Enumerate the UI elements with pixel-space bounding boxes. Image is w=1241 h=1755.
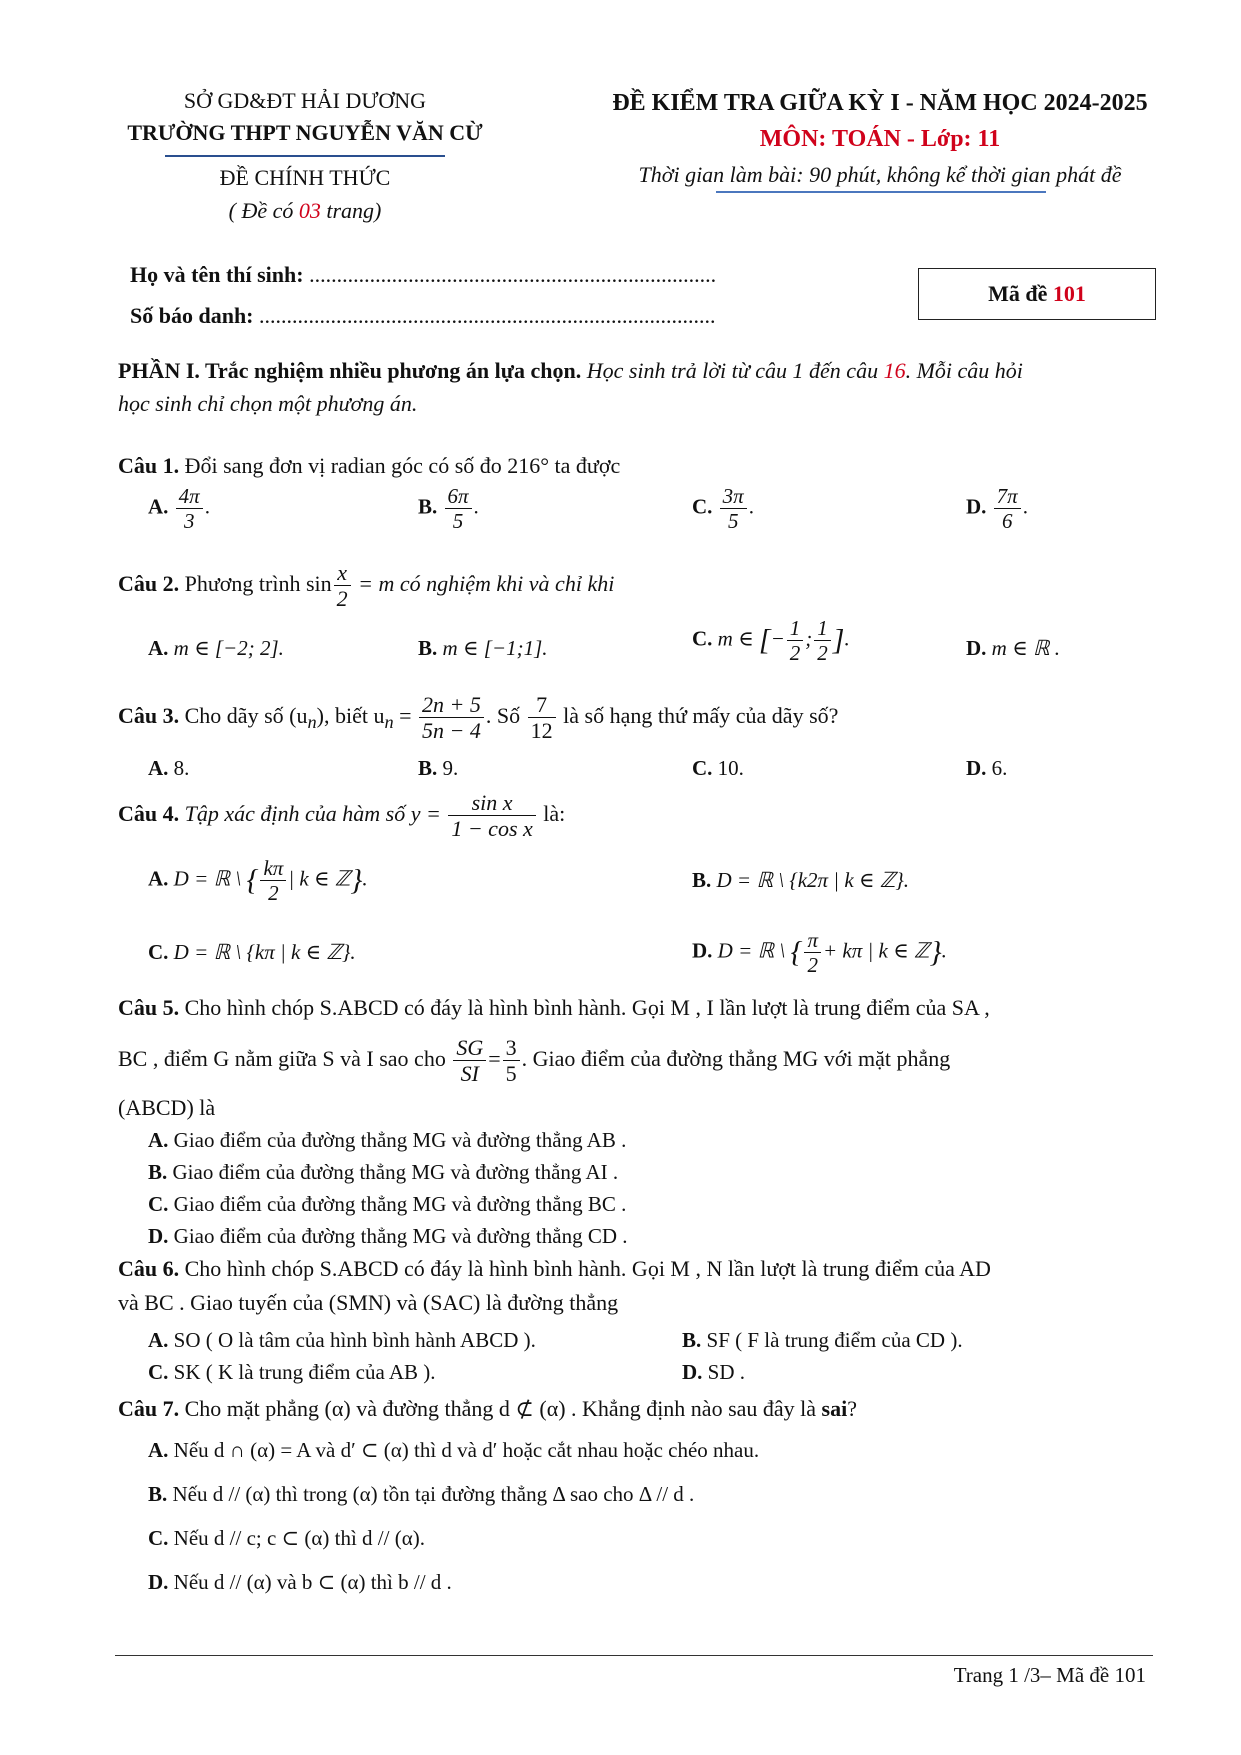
q4-option-c[interactable]: C. D = ℝ \ {kπ | k ∈ ℤ}. xyxy=(148,940,356,964)
q6-option-c[interactable]: C. SK ( K là trung điểm của AB ). xyxy=(148,1360,436,1384)
footer-divider xyxy=(115,1655,1153,1656)
time-note: Thời gian làm bài: 90 phút, không kể thời gian phát đề xyxy=(638,162,1122,187)
question-7-text: Câu 7. Cho mặt phẳng (α) và đường thẳng d ⊄ (α) . Khẳng định nào sau đây là sai? xyxy=(118,1396,857,1421)
q7-option-b[interactable]: B. Nếu d // (α) thì trong (α) tồn tại đường thẳng Δ sao cho Δ // d . xyxy=(148,1482,695,1506)
q3-option-d[interactable]: D. 6. xyxy=(966,756,1008,780)
question-5-line3: (ABCD) là xyxy=(118,1095,216,1120)
question-2-text: Câu 2. Phương trình sin $\frac{x}{2}$ = m có nghiệm khi và chỉ khi xyxy=(118,560,615,612)
q5-option-a[interactable]: A. Giao điểm của đường thẳng MG và đường thẳng AB . xyxy=(148,1128,627,1152)
page-footer: Trang 1 /3– Mã đề 101 xyxy=(953,1663,1146,1687)
q5-option-d[interactable]: D. Giao điểm của đường thẳng MG và đường thẳng CD . xyxy=(148,1224,628,1248)
q4-option-b[interactable]: B. D = ℝ \ {k2π | k ∈ ℤ}. xyxy=(692,868,909,892)
q2-option-b[interactable]: B. m ∈ [−1;1]. xyxy=(418,636,548,660)
subject-line: MÔN: TOÁN - Lớp: 11 xyxy=(759,126,1001,152)
pages-note: ( Đề có 03 trang) xyxy=(228,198,382,223)
department-name: SỞ GD&ĐT HẢI DƯƠNG xyxy=(183,88,427,113)
part1-instructions: PHẦN I. Trắc nghiệm nhiều phương án lựa chọn. Học sinh trả lời từ câu 1 đến câu 16. Mỗi câu hỏi xyxy=(118,358,1023,383)
q3-option-b[interactable]: B. 9. xyxy=(418,756,459,780)
question-1-text: Câu 1. Đổi sang đơn vị radian góc có số đo 216° ta được xyxy=(118,453,621,478)
school-underline xyxy=(165,155,445,157)
q6-option-b[interactable]: B. SF ( F là trung điểm của CD ). xyxy=(682,1328,963,1352)
school-name: TRƯỜNG THPT NGUYỄN VĂN CỪ xyxy=(127,120,483,145)
q5-option-b[interactable]: B. Giao điểm của đường thẳng MG và đường thẳng AI . xyxy=(148,1160,619,1184)
q6-option-d[interactable]: D. SD . xyxy=(682,1360,746,1384)
exam-code-box: Mã đề 101 xyxy=(918,268,1156,320)
q1-option-a[interactable]: A. $\frac{4\pi}{3}$ . xyxy=(148,484,210,534)
q3-option-c[interactable]: C. 10. xyxy=(692,756,744,780)
q2-option-a[interactable]: A. m ∈ [−2; 2]. xyxy=(148,636,284,660)
question-6-text: Câu 6. Cho hình chóp S.ABCD có đáy là hình bình hành. Gọi M , N lần lượt là trung điểm của AD xyxy=(118,1256,991,1281)
q6-option-a[interactable]: A. SO ( O là tâm của hình bình hành ABCD ). xyxy=(148,1328,536,1352)
official-label: ĐỀ CHÍNH THỨC xyxy=(219,165,391,190)
q3-option-a[interactable]: A. 8. xyxy=(148,756,190,780)
question-5-text: Câu 5. Cho hình chóp S.ABCD có đáy là hình bình hành. Gọi M , I lần lượt là trung điểm của SA , xyxy=(118,995,990,1020)
question-6-line2: và BC . Giao tuyến của (SMN) và (SAC) là đường thẳng xyxy=(118,1290,619,1315)
q1-option-d[interactable]: D. $\frac{7\pi}{6}$ . xyxy=(966,484,1028,534)
part1-instructions-line2: học sinh chỉ chọn một phương án. xyxy=(118,391,418,416)
q4-option-a[interactable]: A. D = ℝ \ { $\frac{k\pi}{2}$ | k ∈ ℤ}. xyxy=(148,856,368,906)
q1-option-c[interactable]: C. $\frac{3\pi}{5}$ . xyxy=(692,484,754,534)
q2-option-d[interactable]: D. m ∈ ℝ . xyxy=(966,636,1061,660)
question-4-text: Câu 4. Tập xác định của hàm số y = $\frac{\text{sin x}}{\text{1 − cos x}}$ là: xyxy=(118,790,566,842)
q7-option-c[interactable]: C. Nếu d // c; c ⊂ (α) thì d // (α). xyxy=(148,1526,425,1550)
student-id-field[interactable]: Số báo danh: ................................................................................... xyxy=(130,303,716,328)
exam-title: ĐỀ KIỂM TRA GIỮA KỲ I - NĂM HỌC 2024-2025 xyxy=(612,90,1148,116)
question-3-text: Câu 3. Cho dãy số $(u_n)$, biết $u_n$ = $\frac{2n + 5}{5n - 4}$ . Số $\frac{7}{12}$ là số hạng thứ mấy của dãy số? xyxy=(118,692,839,744)
q5-option-c[interactable]: C. Giao điểm của đường thẳng MG và đường thẳng BC . xyxy=(148,1192,627,1216)
question-5-line2: BC , điểm G nằm giữa S và I sao cho $\frac{SG}{SI}$ = $\frac{3}{5}$ . Giao điểm của đường thẳng MG với mặt phẳng xyxy=(118,1035,951,1087)
q4-option-d[interactable]: D. D = ℝ \ { $\frac{\pi}{2}$ + kπ | k ∈ ℤ}. xyxy=(692,928,947,978)
q7-option-d[interactable]: D. Nếu d // (α) và b ⊂ (α) thì b // d . xyxy=(148,1570,452,1594)
time-underline xyxy=(716,191,1046,193)
q7-option-a[interactable]: A. Nếu d ∩ (α) = A và d′ ⊂ (α) thì d và d′ hoặc cắt nhau hoặc chéo nhau. xyxy=(148,1438,760,1462)
q1-option-b[interactable]: B. $\frac{6\pi}{5}$ . xyxy=(418,484,479,534)
q2-option-c[interactable]: C. m ∈ [− $\frac{1}{2}$ ; $\frac{1}{2}$ ]. xyxy=(692,616,850,666)
student-name-field[interactable]: Họ và tên thí sinh: .......................................................................... xyxy=(130,262,717,287)
